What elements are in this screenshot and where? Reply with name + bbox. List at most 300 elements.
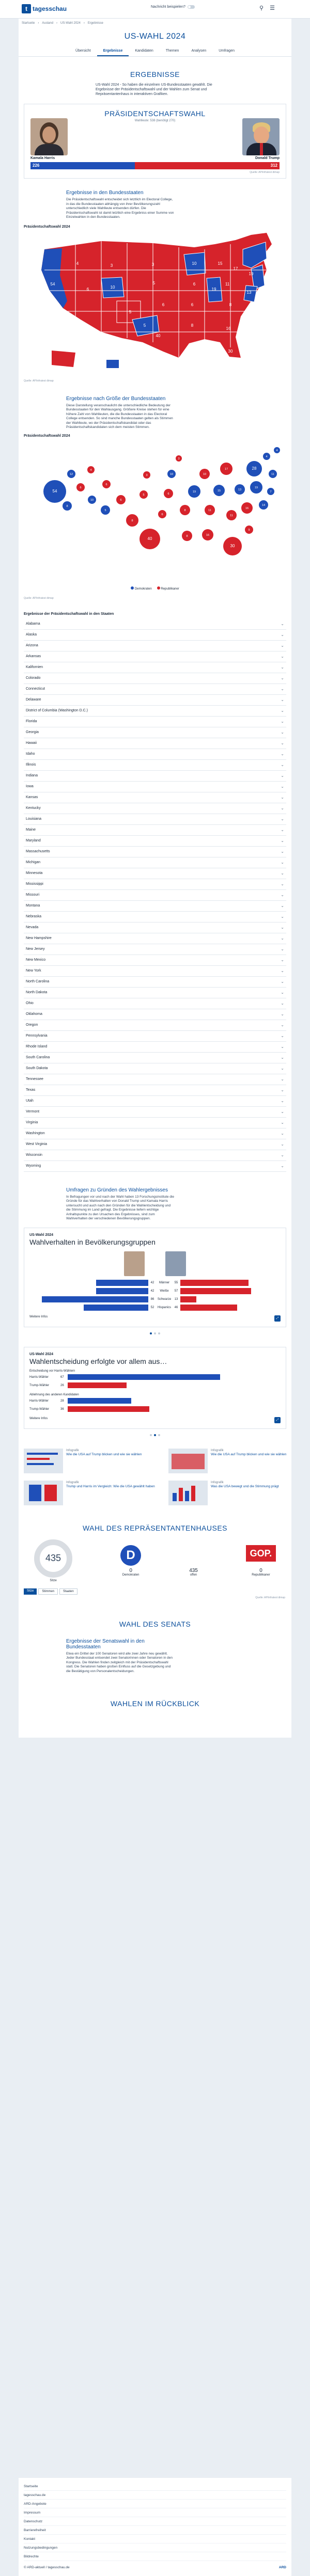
bubble-label: 6	[161, 513, 163, 516]
state-hi[interactable]	[106, 360, 119, 368]
row-label: Trump-Wähler	[29, 1407, 50, 1411]
chevron-down-icon: ⌄	[281, 762, 284, 767]
source: Quelle: AP/infratest dimap	[250, 171, 280, 174]
state-row[interactable]	[24, 923, 286, 933]
teaser-title: Trump und Harris im Vergleich: Wie die USA gewählt haben	[66, 1485, 155, 1488]
bubble-label: 5	[104, 508, 106, 512]
state-row[interactable]	[24, 662, 286, 673]
chevron-down-icon: ⌄	[281, 936, 284, 941]
state-row[interactable]	[24, 782, 286, 792]
value-bar	[68, 1398, 131, 1404]
chevron-down-icon: ⌄	[281, 925, 284, 930]
chevron-down-icon: ⌄	[281, 708, 284, 713]
footer-link[interactable]: tagesschau.de	[24, 2491, 286, 2500]
poll-row	[29, 1406, 281, 1413]
state-row[interactable]	[24, 944, 286, 955]
logo-text: tagesschau	[33, 5, 67, 12]
poll-row	[29, 1287, 281, 1295]
state-row[interactable]	[24, 814, 286, 825]
state-name: New Hampshire	[26, 936, 52, 940]
gop-logo-icon: GOP.	[246, 1545, 276, 1562]
state-name: North Carolina	[26, 980, 50, 983]
footer-note: © ARD-aktuell / tagesschau.de	[24, 2566, 70, 2569]
trump-thumb	[165, 1251, 186, 1276]
breadcrumb-item[interactable]: Ausland	[42, 22, 54, 25]
house-title: WAHL DES REPRÄSENTANTENHAUSES	[82, 1523, 228, 1532]
card2-group1: Entscheidung vor Harris-Wählern	[29, 1369, 75, 1373]
total-label: offen	[190, 1573, 197, 1577]
bubble-label: 6	[167, 492, 169, 496]
state-name: Minnesota	[26, 871, 43, 875]
chevron-down-icon: ⌄	[281, 1033, 284, 1038]
svg-text:17: 17	[233, 266, 238, 271]
state-name: Illinois	[26, 763, 36, 767]
bubble-label: 6	[105, 483, 107, 486]
rep-bar	[180, 1296, 196, 1302]
state-name: Pennsylvania	[26, 1034, 48, 1038]
chevron-down-icon: ⌄	[281, 817, 284, 821]
state-row[interactable]	[24, 1074, 286, 1085]
state-row[interactable]	[24, 1128, 286, 1139]
state-row[interactable]	[24, 717, 286, 727]
bubble-label: 28	[252, 466, 257, 471]
card2-rows1	[29, 1374, 281, 1389]
ard-logo: ARD	[278, 2566, 286, 2569]
bubble-label: 15	[217, 489, 221, 492]
poll-row	[29, 1296, 281, 1303]
card2-kicker: US-Wahl 2024	[29, 1352, 54, 1356]
teaser-title: Wie die USA auf Trump blicken und wie sie wählen	[66, 1453, 142, 1456]
state-row[interactable]	[24, 727, 286, 738]
bubble-label: 7	[270, 490, 272, 494]
footer-link[interactable]: Impressum	[24, 2508, 286, 2517]
poll-card-2	[24, 1347, 286, 1429]
state-name: Idaho	[26, 752, 35, 756]
state-name: Georgia	[26, 730, 39, 734]
chevron-down-icon: ⌄	[281, 1001, 284, 1006]
polls-heading: Umfragen zu Gründen des Wahlergebnisses	[66, 1187, 168, 1193]
state-row[interactable]	[24, 1118, 286, 1128]
rep-region	[41, 233, 272, 358]
svg-text:16: 16	[226, 326, 231, 331]
chevron-down-icon: ⌄	[281, 643, 284, 648]
chevron-down-icon: ⌄	[281, 806, 284, 810]
footer-link[interactable]: Nutzungsbedingungen	[24, 2543, 286, 2552]
map1-heading: Ergebnisse in den Bundesstaaten	[66, 190, 144, 196]
state-name: New Mexico	[26, 958, 46, 962]
president-box	[24, 104, 286, 179]
teaser[interactable]	[168, 1481, 303, 1505]
breadcrumb-item: Ergebnisse	[87, 22, 103, 25]
chevron-down-icon: ⌄	[281, 1066, 284, 1071]
state-name: Kalifornien	[26, 665, 43, 669]
row-label: Trump-Wähler	[29, 1384, 50, 1387]
state-name: Alaska	[26, 633, 37, 637]
card2-title: Wahlentscheidung erfolgte vor allem aus…	[29, 1357, 167, 1365]
poll-row	[29, 1382, 281, 1389]
state-row[interactable]	[24, 706, 286, 717]
state-row[interactable]	[24, 1139, 286, 1150]
card2-more-link[interactable]: Weitere Infos	[29, 1417, 48, 1420]
trump-portrait	[242, 118, 280, 155]
svg-text:30: 30	[228, 348, 233, 354]
dem-label: Demokraten	[122, 1573, 140, 1577]
logo-mark: t	[22, 4, 31, 13]
state-row[interactable]	[24, 1042, 286, 1053]
page-title: US-WAHL 2024	[124, 32, 186, 41]
state-row[interactable]	[24, 695, 286, 706]
header-toggle[interactable]	[151, 5, 195, 9]
card2-rows2	[29, 1397, 281, 1413]
state-row[interactable]	[24, 1107, 286, 1118]
chevron-down-icon: ⌄	[281, 1012, 284, 1016]
rep-label: Republikaner	[252, 1573, 270, 1577]
polls-text: In Befragungen vor und nach der Wahl haben 13 Forschungsinstitute die Gründe für das Wahlverhalten von Donald Trump und Kamala Harris untersucht und auch nach den Gründen für die Wahlentscheidung und die Stimmung im Land gefragt. Die Ergebnisse liefern wichtige Anhaltspunkte zu den Ursachen des Ergebnisses, sind zum Wahlverhalten der verschiedenen Bevölkerungsgruppen.	[66, 1195, 174, 1220]
teaser[interactable]	[24, 1449, 158, 1473]
toggle-seats[interactable]: Sitze	[24, 1588, 37, 1595]
teaser-title: Was die USA bewegt und die Stimmung prägt	[211, 1485, 279, 1488]
card1-kicker: US-Wahl 2024	[29, 1233, 54, 1237]
state-name: Florida	[26, 720, 37, 723]
seats-label: Sitze	[50, 1579, 57, 1582]
state-row[interactable]	[24, 749, 286, 760]
map2-text: Diese Darstellung veranschaulicht die unterschiedliche Bedeutung der Bundesstaaten für den Wahlausgang. Größere Kreise stehen für eine höhere Zahl von Wahlleuten, die die Bundesstaaten in das Electoral College entsenden. So sind manche Bundesstaaten gelten als Stimmen der Wahlleute, wo der Präsidentschaftskandidat oder das Präsidentschaftskandidaten sich dem meisten Stimmen.	[66, 403, 173, 429]
state-row[interactable]	[24, 792, 286, 803]
chevron-down-icon: ⌄	[281, 838, 284, 843]
state-name: Hawaii	[26, 741, 37, 745]
state-row[interactable]	[24, 933, 286, 944]
chevron-down-icon: ⌄	[281, 979, 284, 984]
state-row[interactable]	[24, 879, 286, 890]
house-toggle	[24, 1588, 286, 1595]
menu-icon[interactable]: ☰	[270, 5, 275, 11]
chevron-down-icon: ⌄	[281, 968, 284, 973]
results-title: ERGEBNISSE	[130, 70, 180, 78]
toggle-votes[interactable]: Stimmen	[38, 1588, 58, 1595]
bubble-label: 16	[206, 533, 210, 537]
state-name: South Dakota	[26, 1067, 48, 1070]
state-row[interactable]	[24, 1096, 286, 1107]
svg-text:5: 5	[143, 323, 146, 328]
card2-group2: Ablehnung des anderen Kandidaten	[29, 1393, 79, 1396]
electoral-bar	[30, 162, 280, 169]
state-row[interactable]	[24, 868, 286, 879]
footer-link[interactable]: Kontakt	[24, 2535, 286, 2543]
legend-dem: Demokraten	[134, 587, 152, 591]
state-row[interactable]	[24, 836, 286, 847]
map1-text: Die Präsidentschaftswahl entscheidet sich letztlich im Electoral College, in das die Bundesstaaten abhängig von ihrer Bevölkerungszahl unterschiedlich viele Wahlleute entsenden dürfen. Die Präsidentschaftswahl ist damit letztlich eine Ergebniss einer Summe von Einzelwahlen in den Bundesstaaten.	[66, 198, 174, 219]
state-name: Arizona	[26, 644, 38, 647]
state-row[interactable]	[24, 966, 286, 977]
state-name: Virginia	[26, 1121, 38, 1124]
chevron-down-icon: ⌄	[281, 871, 284, 876]
state-row[interactable]	[24, 684, 286, 695]
breadcrumb-item[interactable]: Startseite	[22, 22, 35, 25]
bubble-label: 10	[203, 472, 207, 476]
expand-icon[interactable]: ⤢	[274, 1315, 281, 1322]
dem-seats: 0	[129, 1567, 132, 1573]
teaser-grid	[24, 1449, 286, 1505]
footer-link[interactable]: Startseite	[24, 2482, 286, 2491]
state-name: New Jersey	[26, 947, 45, 951]
right-candidate-name: Donald Trump	[255, 156, 280, 160]
state-row[interactable]	[24, 619, 286, 630]
bubble-label: 10	[90, 498, 94, 502]
state-name: Colorado	[26, 676, 41, 680]
bubble-label: 11	[271, 472, 274, 476]
state-row[interactable]	[24, 1085, 286, 1096]
state-row[interactable]	[24, 998, 286, 1009]
rep-seats: 0	[259, 1567, 262, 1573]
rep-value: 57	[174, 1289, 178, 1293]
row-value: 26	[60, 1384, 64, 1387]
value-bar	[68, 1382, 127, 1388]
bubble-label: 3	[146, 473, 148, 477]
carousel-dots[interactable]	[19, 1332, 291, 1334]
state-name: Nebraska	[26, 915, 41, 918]
value-bar	[68, 1406, 149, 1412]
dem-value: 52	[150, 1306, 154, 1309]
bubble-map[interactable]	[24, 438, 286, 593]
chevron-down-icon: ⌄	[281, 849, 284, 854]
footer-link[interactable]: ARD-Angebote	[24, 2500, 286, 2508]
map1-source: Quelle: AP/infratest dimap	[24, 379, 54, 383]
chevron-down-icon: ⌄	[281, 1142, 284, 1147]
teaser-kicker: Infografik	[211, 1449, 224, 1452]
state-row[interactable]	[24, 1063, 286, 1074]
chevron-down-icon: ⌄	[281, 1044, 284, 1049]
teaser-kicker: Infografik	[211, 1481, 224, 1484]
chevron-down-icon: ⌄	[281, 1131, 284, 1136]
svg-text:5: 5	[129, 309, 132, 314]
state-name: Wisconsin	[26, 1153, 42, 1157]
chevron-down-icon: ⌄	[281, 622, 284, 626]
bubble-label: 4	[90, 468, 92, 472]
rep-value: 55	[174, 1281, 178, 1284]
chevron-down-icon: ⌄	[281, 730, 284, 735]
state-name: Rhode Island	[26, 1045, 48, 1048]
row-label: Männer	[159, 1281, 170, 1284]
rep-bar	[180, 1288, 251, 1294]
svg-text:6: 6	[86, 287, 89, 292]
rep-bar	[180, 1305, 237, 1311]
bubble-label: 6	[120, 498, 122, 502]
results-intro: US-Wahl 2024 - So haben die einzelnen US-Bundesstaaten gewählt. Die Ergebnisse der Präsidentschaftswahl und der Wahlen zum Senat und Repräsentantenhaus in interaktiven Grafiken.	[96, 83, 212, 96]
rep-value: 46	[174, 1306, 178, 1309]
poll-row	[29, 1397, 281, 1405]
chevron-down-icon: ⌄	[281, 687, 284, 691]
bubble-label: 19	[254, 486, 258, 489]
dem-bar	[96, 1280, 148, 1286]
row-label: Hispanics	[157, 1306, 171, 1309]
tab-overview[interactable]: Übersicht	[75, 49, 91, 53]
svg-text:8: 8	[229, 302, 232, 307]
chevron-down-icon: ⌄	[281, 860, 284, 865]
state-name: Tennessee	[26, 1077, 43, 1081]
rep-value: 13	[174, 1297, 178, 1301]
state-row[interactable]	[24, 641, 286, 651]
site-header	[0, 0, 310, 19]
row-label: Harris-Wähler	[29, 1375, 49, 1379]
state-row[interactable]	[24, 825, 286, 836]
toggle-switch[interactable]	[188, 5, 195, 9]
tab-polls[interactable]: Umfragen	[219, 49, 235, 53]
state-row[interactable]	[24, 771, 286, 782]
breadcrumb-item[interactable]: US-Wahl 2024	[60, 22, 81, 25]
state-name: Maine	[26, 828, 36, 832]
state-row[interactable]	[24, 901, 286, 912]
teaser-kicker: Infografik	[66, 1481, 79, 1484]
state-row[interactable]	[24, 803, 286, 814]
bubble-label: 8	[186, 534, 188, 538]
poll-row	[29, 1374, 281, 1381]
dem-value: 42	[150, 1281, 154, 1284]
bubble-label: 54	[52, 488, 57, 494]
teaser-image	[168, 1449, 208, 1473]
tab-topics[interactable]: Themen	[165, 49, 179, 53]
footer-link[interactable]: Datenschutz	[24, 2517, 286, 2526]
map2-heading: Ergebnisse nach Größe der Bundesstaaten	[66, 395, 166, 402]
house-source: Quelle: AP/infratest dimap	[255, 1596, 285, 1599]
map2-label: Präsidentschaftswahl 2024	[24, 434, 70, 438]
state-name: Oklahoma	[26, 1012, 42, 1016]
state-row[interactable]	[24, 630, 286, 641]
us-state-map[interactable]	[24, 229, 286, 378]
svg-text:15: 15	[218, 261, 223, 266]
svg-text:10: 10	[192, 261, 197, 266]
state-row[interactable]	[24, 760, 286, 771]
chevron-down-icon: ⌄	[281, 697, 284, 702]
dem-bar: 226	[30, 162, 135, 169]
svg-text:6: 6	[193, 281, 196, 287]
teaser[interactable]	[168, 1449, 303, 1473]
state-name: Connecticut	[26, 687, 45, 691]
state-row[interactable]	[24, 955, 286, 966]
chevron-down-icon: ⌄	[281, 741, 284, 745]
bubble-label: 16	[245, 506, 249, 510]
tab-bar	[19, 46, 291, 57]
svg-text:54: 54	[50, 281, 55, 287]
row-label: Harris-Wähler	[29, 1399, 49, 1403]
svg-text:6: 6	[191, 302, 194, 307]
bubble-label: 5	[143, 493, 145, 497]
chevron-down-icon: ⌄	[281, 1109, 284, 1114]
card1-title: Wahlverhalten in Bevölkerungsgruppen	[29, 1237, 156, 1246]
chevron-down-icon: ⌄	[281, 795, 284, 800]
toggle-states[interactable]: Staaten	[59, 1588, 78, 1595]
state-row[interactable]	[24, 912, 286, 923]
logo[interactable]	[22, 4, 67, 13]
chevron-down-icon: ⌄	[281, 903, 284, 908]
footer-link[interactable]: Barrierefreiheit	[24, 2526, 286, 2535]
state-row[interactable]	[24, 1020, 286, 1031]
poll-row	[29, 1279, 281, 1286]
bubble-label: 11	[208, 508, 211, 512]
bubble-label: 4	[266, 455, 268, 458]
card1-more-link[interactable]: Weitere Infos	[29, 1315, 48, 1318]
search-icon[interactable]: ⚲	[259, 5, 264, 11]
map1-label: Präsidentschaftswahl 2024	[24, 225, 70, 229]
bubble-label: 19	[192, 490, 196, 494]
teaser[interactable]	[24, 1481, 158, 1505]
state-name: Alabama	[26, 622, 40, 626]
bubble-label: 30	[230, 543, 235, 548]
row-value: 67	[60, 1375, 64, 1379]
state-row[interactable]	[24, 1053, 286, 1063]
chevron-down-icon: ⌄	[281, 1088, 284, 1092]
carousel-dots[interactable]	[19, 1434, 291, 1436]
bubble-label: 9	[248, 528, 250, 532]
state-accordion	[24, 619, 286, 1172]
svg-text:6: 6	[162, 302, 165, 307]
chevron-down-icon: ⌄	[281, 1164, 284, 1168]
svg-text:16: 16	[243, 312, 249, 317]
total-seats: 435	[189, 1567, 198, 1573]
chevron-down-icon: ⌄	[281, 828, 284, 832]
teaser-image	[24, 1449, 63, 1473]
state-row[interactable]	[24, 1031, 286, 1042]
harris-thumb	[124, 1251, 145, 1276]
footer-link[interactable]: Bildrechte	[24, 2552, 286, 2561]
state-name: Oregon	[26, 1023, 38, 1027]
state-name: Utah	[26, 1099, 34, 1103]
footer	[19, 2478, 291, 2576]
tab-results[interactable]: Ergebnisse	[97, 46, 129, 56]
state-ak[interactable]	[52, 351, 75, 367]
state-name: South Carolina	[26, 1056, 50, 1059]
bubble-label: 4	[276, 449, 278, 452]
svg-text:40: 40	[156, 333, 161, 338]
tab-candidates[interactable]: Kandidaten	[135, 49, 153, 53]
state-row[interactable]	[24, 988, 286, 998]
dem-bar	[96, 1288, 148, 1294]
senate-heading: Ergebnisse der Senatswahl in den Bundesstaaten	[66, 1638, 145, 1650]
left-candidate-name: Kamala Harris	[30, 156, 55, 160]
state-name: Louisiana	[26, 817, 41, 821]
state-row[interactable]	[24, 890, 286, 901]
chevron-down-icon: ⌄	[281, 752, 284, 756]
dem-logo-icon: D	[120, 1545, 141, 1566]
poll-card-1	[24, 1228, 286, 1327]
state-name: Texas	[26, 1088, 36, 1092]
bubble-label: 8	[184, 508, 186, 512]
state-name: Maryland	[26, 839, 41, 842]
dem-value: 86	[150, 1297, 154, 1301]
state-row[interactable]	[24, 673, 286, 684]
state-row[interactable]	[24, 651, 286, 662]
state-name: Kansas	[26, 796, 38, 799]
svg-text:4: 4	[76, 261, 79, 266]
bubble-label: 17	[224, 467, 228, 471]
dem-bar	[84, 1305, 148, 1311]
state-row[interactable]	[24, 738, 286, 749]
map2-source: Quelle: AP/infratest dimap	[24, 596, 54, 600]
state-row[interactable]	[24, 1009, 286, 1020]
svg-text:8: 8	[191, 323, 194, 328]
expand-icon[interactable]: ⤢	[274, 1417, 281, 1423]
tab-analyses[interactable]: Analysen	[191, 49, 207, 53]
state-name: Michigan	[26, 861, 41, 864]
legend-rep: Republikaner	[161, 587, 179, 591]
state-row[interactable]	[24, 977, 286, 988]
svg-text:19: 19	[211, 287, 216, 292]
state-row[interactable]	[24, 1150, 286, 1161]
chevron-down-icon: ⌄	[281, 773, 284, 778]
state-row[interactable]	[24, 1161, 286, 1172]
bubble-label: 3	[178, 457, 180, 460]
state-row[interactable]	[24, 847, 286, 857]
state-row[interactable]	[24, 857, 286, 868]
